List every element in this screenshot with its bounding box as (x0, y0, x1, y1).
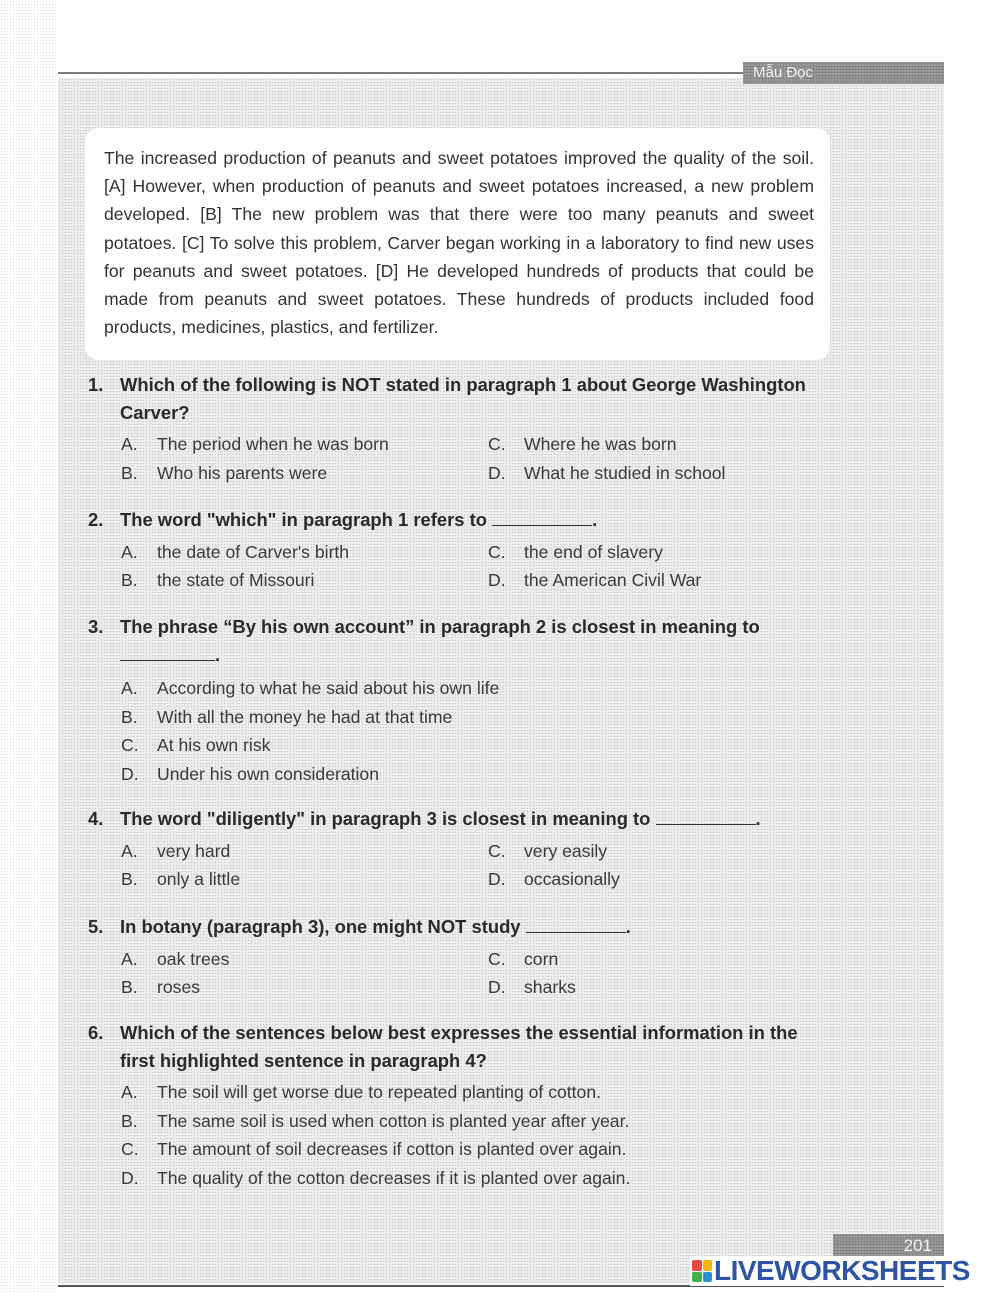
answer-blank[interactable] (492, 511, 592, 526)
option-c[interactable]: C. corn (488, 948, 559, 969)
question-5: 5. In botany (paragraph 3), one might NOT study . A. oak trees C. corn B. roses D. sharks (88, 913, 833, 1002)
question-1 (88, 371, 833, 487)
question-stem: Which of the sentences below best expresses the essential information in the first highlighted sentence in paragraph 4? (120, 1022, 798, 1071)
liveworksheets-logo[interactable] (690, 1256, 972, 1286)
question-stem: The word "diligently" in paragraph 3 is closest in meaning to (120, 808, 651, 829)
header-rule (58, 72, 748, 74)
option-d[interactable]: D. The quality of the cotton decreases if it is planted over again. (121, 1167, 631, 1188)
option-b[interactable]: B. the state of Missouri (121, 570, 315, 591)
answer-blank[interactable] (656, 810, 756, 825)
option-a[interactable]: A. The period when he was born (121, 434, 389, 454)
question-stem: Which of the following is NOT stated in paragraph 1 about George Washington Carver? (120, 374, 806, 423)
question-stem: In botany (paragraph 3), one might NOT study (120, 916, 521, 937)
option-d[interactable]: D. occasionally (488, 869, 620, 890)
option-b[interactable]: B. Who his parents were (121, 462, 328, 483)
option-b[interactable]: B. The same soil is used when cotton is planted year after year. (121, 1110, 630, 1131)
page-number: 201 (833, 1234, 944, 1258)
question-4: 4. The word "diligently" in paragraph 3 is closest in meaning to . A. very hard C. very easily B. only a little D. occasionally (88, 805, 833, 894)
option-c[interactable]: C. At his own risk (121, 735, 271, 756)
question-6 (88, 1019, 833, 1192)
question-number: 4. (88, 808, 104, 829)
option-c[interactable]: C. the end of slavery (488, 541, 663, 562)
option-b[interactable]: B. roses (121, 977, 201, 998)
question-3: 3. The phrase “By his own account” in paragraph 2 is closest in meaning to . A. According to what he said about his own life B. With all the money he had at that time C. At his own risk D. Under his own consideration (88, 613, 833, 788)
option-d[interactable]: D. What he studied in school (488, 462, 726, 483)
brand-icon (692, 1260, 712, 1282)
option-c[interactable]: C. The amount of soil decreases if cotton is planted over again. (121, 1139, 627, 1160)
question-stem: The word "which" in paragraph 1 refers to (120, 509, 487, 530)
question-number: 2. (88, 509, 104, 530)
option-d[interactable]: D. Under his own consideration (121, 763, 380, 784)
option-b[interactable]: B. With all the money he had at that time (121, 706, 453, 727)
option-a[interactable]: A. oak trees (121, 948, 230, 969)
answer-blank[interactable] (526, 918, 626, 933)
option-c[interactable]: C. very easily (488, 840, 608, 861)
option-a[interactable]: A. According to what he said about his own life (121, 678, 500, 698)
answer-blank[interactable] (120, 646, 215, 661)
question-number: 6. (88, 1022, 104, 1043)
option-c[interactable]: C. Where he was born (488, 434, 677, 454)
question-number: 3. (88, 616, 104, 637)
question-2: 2. The word "which" in paragraph 1 refers to . A. the date of Carver's birth C. the end of slavery B. the state of Missouri D. the American Civil War (88, 506, 833, 595)
page-edge (0, 0, 58, 1294)
question-number: 1. (88, 374, 104, 395)
option-d[interactable]: D. sharks (488, 977, 576, 998)
option-d[interactable]: D. the American Civil War (488, 570, 702, 591)
option-a[interactable]: A. the date of Carver's birth (121, 541, 350, 562)
option-b[interactable]: B. only a little (121, 869, 241, 890)
passage-text: The increased production of peanuts and sweet potatoes improved the quality of the soil. [A] However, when production of peanuts and sweet potatoes increased, a new problem developed. [B] The new problem was that there were too many peanuts and sweet potatoes. [C] To solve this problem, Carver began working in a laboratory to find new uses for peanuts and sweet potatoes. [D] He developed hundreds of products that could be made from peanuts and sweet potatoes. These hundreds of products included food products, medicines, plastics, and fertilizer. (104, 148, 814, 338)
reading-passage (85, 128, 830, 360)
option-a[interactable]: A. very hard (121, 840, 231, 861)
question-stem: The phrase “By his own account” in paragraph 2 is closest in meaning to (120, 616, 760, 637)
question-number: 5. (88, 916, 104, 937)
brand-name: LIVEWORKSHEETS (714, 1255, 970, 1286)
option-a[interactable]: A. The soil will get worse due to repeated planting of cotton. (121, 1082, 602, 1102)
section-label: Mẫu Đọc (743, 62, 944, 84)
